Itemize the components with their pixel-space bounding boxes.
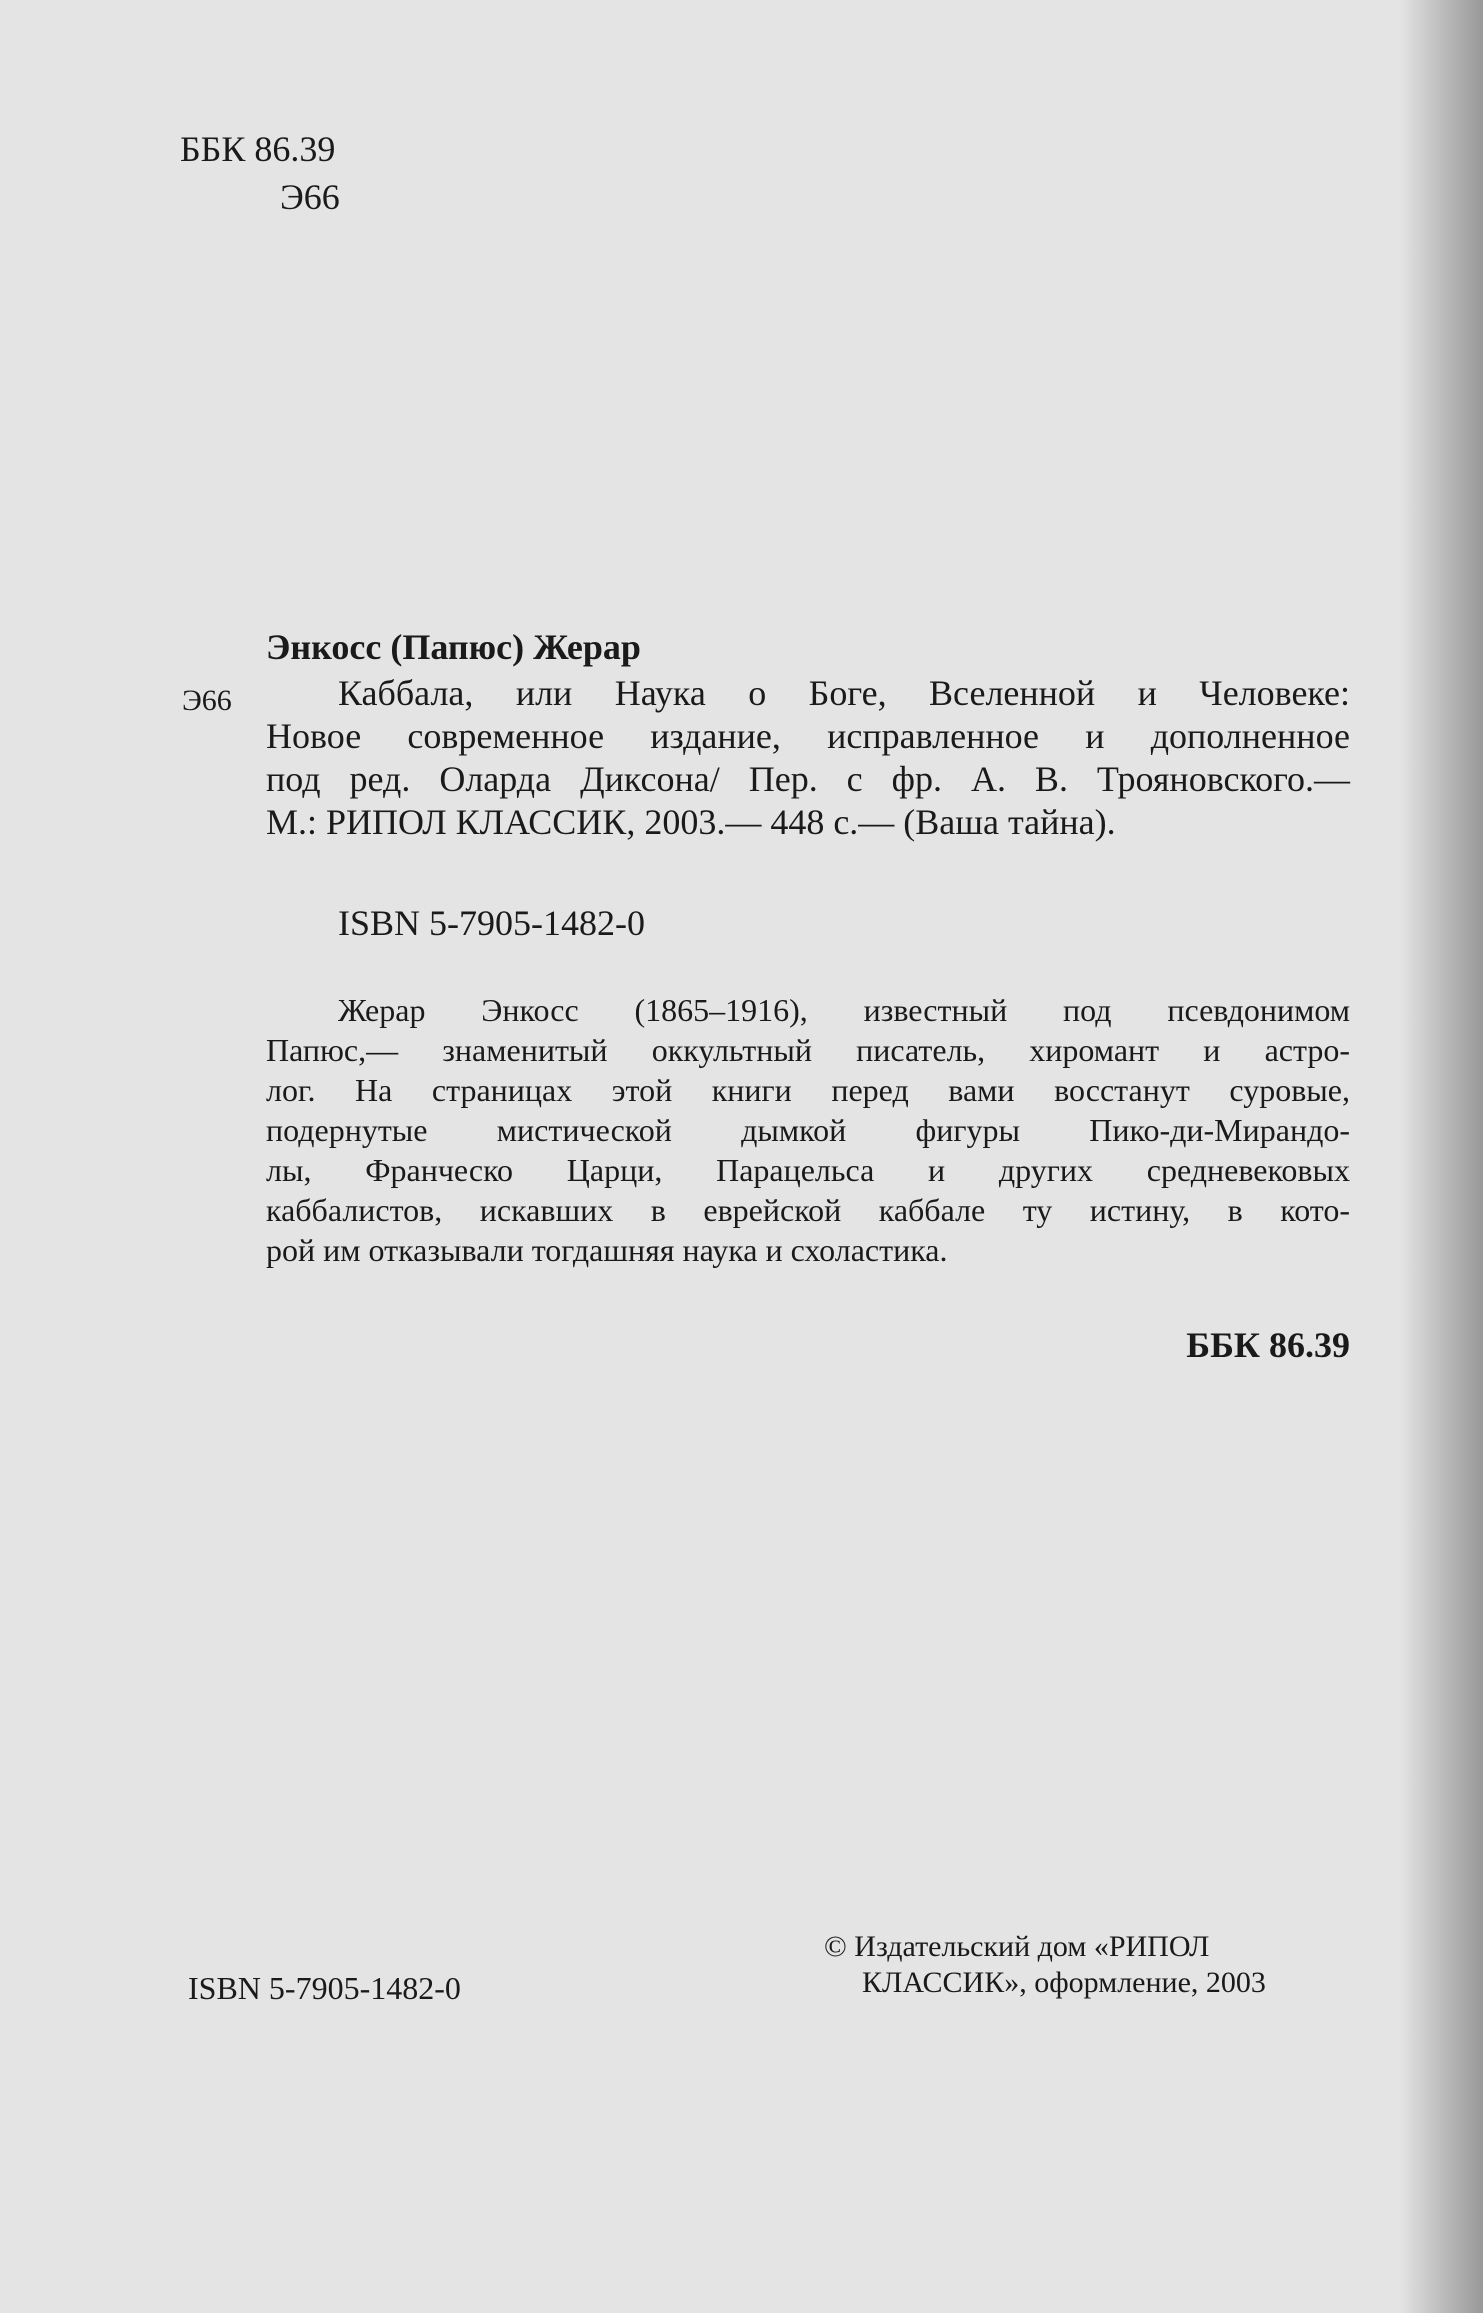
bibliographic-description: [266, 672, 1350, 844]
biblio-line: под ред. Оларда Диксона/ Пер. с фр. А. В. Трояновского.—: [266, 759, 1350, 799]
biblio-line: М.: РИПОЛ КЛАССИК, 2003.— 448 с.— (Ваша тайна).: [266, 802, 1116, 842]
annotation-line: лог. На страницах этой книги перед вами восстанут суровые,: [266, 1072, 1350, 1108]
bbk-index-bold: ББК 86.39: [1186, 1325, 1350, 1365]
side-author-code: Э66: [182, 684, 232, 717]
isbn-main: ISBN 5-7905-1482-0: [338, 903, 645, 943]
annotation-line: Папюс,— знаменитый оккультный писатель, хиромант и астро-: [266, 1032, 1350, 1068]
author-name: Энкосс (Папюс) Жерар: [266, 627, 641, 667]
annotation: [266, 990, 1350, 1270]
biblio-line: Новое современное издание, исправленное и дополненное: [266, 716, 1350, 756]
header-author-code: Э66: [280, 177, 340, 217]
annotation-line: подернутые мистической дымкой фигуры Пико-ди-Мирандо-: [266, 1112, 1350, 1148]
header-bbk-index: ББК 86.39: [180, 129, 336, 169]
footer-isbn: ISBN 5-7905-1482-0: [188, 1970, 461, 2006]
copyright-line-2: КЛАССИК», оформление, 2003: [862, 1966, 1266, 1999]
annotation-line: каббалистов, искавших в еврейской каббале ту истину, в кото-: [266, 1192, 1350, 1228]
annotation-line: рой им отказывали тогдашняя наука и схоластика.: [266, 1232, 948, 1268]
copyright-line-1: © Издательский дом «РИПОЛ: [824, 1930, 1210, 1963]
biblio-line: Каббала, или Наука о Боге, Вселенной и Человеке:: [338, 673, 1350, 713]
annotation-line: лы, Франческо Царци, Парацельса и других средневековых: [266, 1152, 1350, 1188]
annotation-line: Жерар Энкосс (1865–1916), известный под псевдонимом: [338, 992, 1350, 1028]
